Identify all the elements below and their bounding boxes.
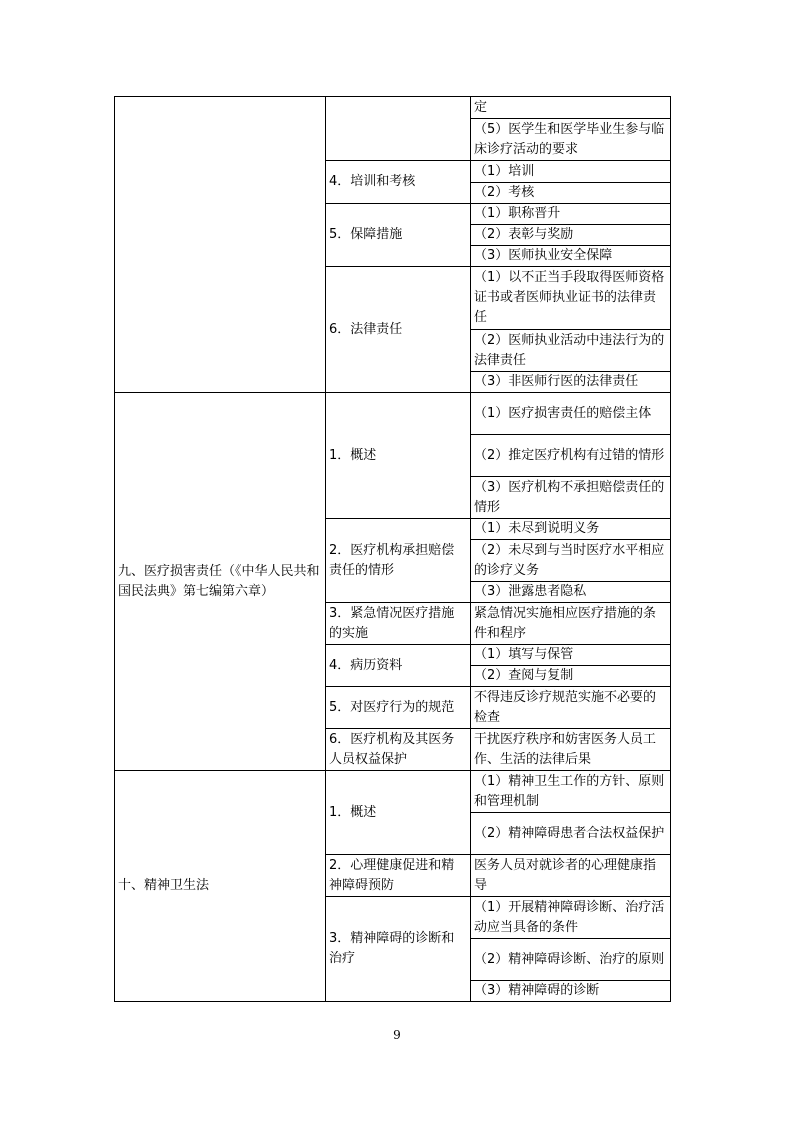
item-cell: （2）精神障碍患者合法权益保护 [471, 813, 671, 855]
item-cell: （1）培训 [471, 161, 671, 183]
section-cell: 九、医疗损害责任（《中华人民共和国民法典》第七编第六章） [115, 393, 326, 771]
topic-cell: 2．医疗机构承担赔偿责任的情形 [326, 519, 471, 603]
topic-cell: 5．保障措施 [326, 204, 471, 267]
syllabus-table [114, 96, 671, 1002]
topic-cell [326, 97, 471, 161]
topic-cell: 6．医疗机构及其医务人员权益保护 [326, 729, 471, 771]
item-cell: （1）以不正当手段取得医师资格证书或者医师执业证书的法律责任 [471, 267, 671, 330]
topic-cell: 2．心理健康促进和精神障碍预防 [326, 855, 471, 897]
table-row [115, 97, 671, 119]
item-cell: （1）填写与保管 [471, 645, 671, 666]
table-row [115, 393, 671, 435]
table-row [115, 771, 671, 813]
topic-cell: 6．法律责任 [326, 267, 471, 393]
item-cell: （2）考核 [471, 183, 671, 204]
topic-cell: 4．病历资料 [326, 645, 471, 687]
item-cell: （2）查阅与复制 [471, 666, 671, 687]
item-cell: （3）非医师行医的法律责任 [471, 372, 671, 393]
item-cell: （1）医疗损害责任的赔偿主体 [471, 393, 671, 435]
item-cell: （2）精神障碍诊断、治疗的原则 [471, 939, 671, 981]
item-cell: （1）未尽到说明义务 [471, 519, 671, 540]
topic-cell: 5．对医疗行为的规范 [326, 687, 471, 729]
item-cell: 医务人员对就诊者的心理健康指导 [471, 855, 671, 897]
item-cell: 紧急情况实施相应医疗措施的条件和程序 [471, 603, 671, 645]
topic-cell: 1．概述 [326, 771, 471, 855]
item-cell: 不得违反诊疗规范实施不必要的检查 [471, 687, 671, 729]
item-cell: 定 [471, 97, 671, 119]
topic-cell: 3．紧急情况医疗措施的实施 [326, 603, 471, 645]
item-cell: （2）医师执业活动中违法行为的法律责任 [471, 330, 671, 372]
topic-cell: 4．培训和考核 [326, 161, 471, 204]
item-cell: （1）职称晋升 [471, 204, 671, 225]
item-cell: （2）表彰与奖励 [471, 225, 671, 246]
item-cell: （3）医师执业安全保障 [471, 246, 671, 267]
item-cell: （2）未尽到与当时医疗水平相应的诊疗义务 [471, 540, 671, 582]
page-number: 9 [393, 1028, 401, 1042]
item-cell: 干扰医疗秩序和妨害医务人员工作、生活的法律后果 [471, 729, 671, 771]
item-cell: （3）泄露患者隐私 [471, 582, 671, 603]
item-cell: （1）开展精神障碍诊断、治疗活动应当具备的条件 [471, 897, 671, 939]
item-cell: （5）医学生和医学毕业生参与临床诊疗活动的要求 [471, 119, 671, 161]
section-cell: 十、精神卫生法 [115, 771, 326, 1002]
item-cell: （2）推定医疗机构有过错的情形 [471, 435, 671, 477]
topic-cell: 3．精神障碍的诊断和治疗 [326, 897, 471, 1002]
item-cell: （3）医疗机构不承担赔偿责任的情形 [471, 477, 671, 519]
section-cell [115, 97, 326, 393]
topic-cell: 1．概述 [326, 393, 471, 519]
item-cell: （3）精神障碍的诊断 [471, 981, 671, 1002]
item-cell: （1）精神卫生工作的方针、原则和管理机制 [471, 771, 671, 813]
